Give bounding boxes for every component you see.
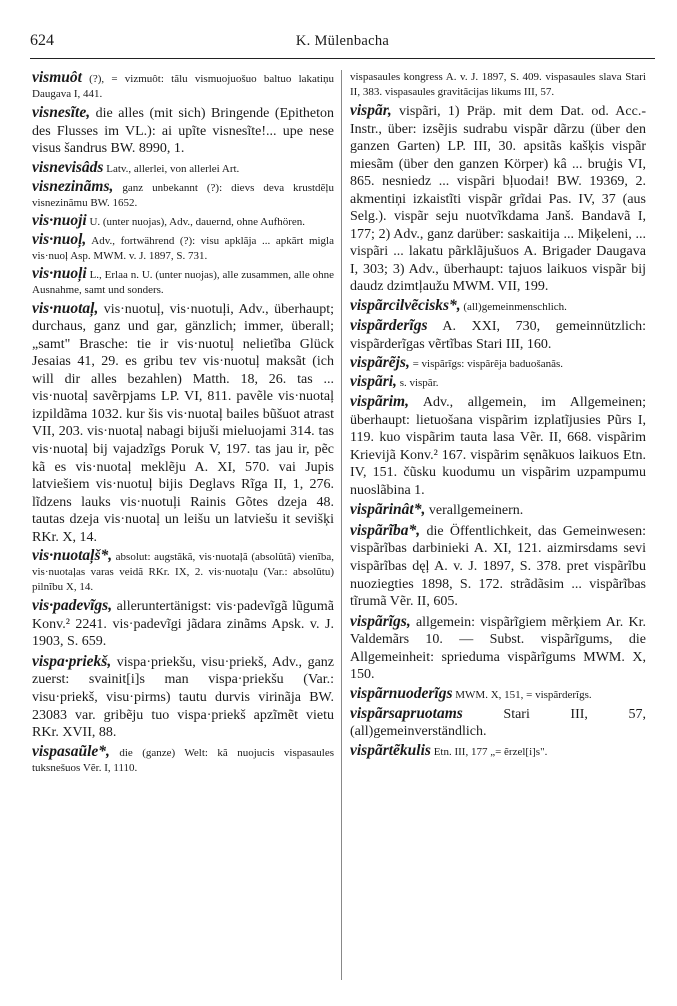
dictionary-entry <box>32 548 334 595</box>
entry-text: U. (unter nuojas), Adv., dauernd, ohne Aufhören. <box>86 215 306 228</box>
dictionary-entry <box>32 213 334 230</box>
entry-headword: vispãrnuoderĩgs <box>350 684 453 702</box>
dictionary-entry <box>350 501 646 520</box>
dictionary-entry <box>32 160 334 177</box>
entry-text: alleruntertänigst: vis·padevĩgã lũgumã Konv.² 2241. vis·padevĩgi jãdara zinãms Apsk. v. J. 1903, S. 659. <box>32 599 334 650</box>
dictionary-entry <box>32 232 334 264</box>
dictionary-entry <box>350 522 646 611</box>
entry-headword: vispãr, <box>350 102 392 119</box>
entry-text: die (ganze) Welt: kã nuojucis vispasaules tuksnešuos Vẽr. I, 1110. <box>32 746 334 774</box>
entry-text: Stari III, 57, (all)gemeinverständlich. <box>350 706 646 740</box>
dictionary-entry <box>350 393 646 499</box>
dictionary-entry <box>32 597 334 651</box>
entry-headword: vispãrẽjs, <box>350 354 410 372</box>
entry-headword: vispãrim, <box>350 393 409 411</box>
left-column <box>32 70 334 776</box>
dictionary-entry <box>32 266 334 298</box>
entry-text: MWM. X, 151, = vispãrderĩgs. <box>452 688 592 701</box>
entry-text: allgemein: vispãrĩgiem mẽrķiem Ar. Kr. Valdemãrs 10. — Subst. vispãrĩgums, die Allgemeinheit: sprieduma vispãrĩgums MWM. X, 150. <box>350 614 646 683</box>
dictionary-entry <box>350 374 646 391</box>
entry-text: vispa·priekšu, visu·priekš, Adv., ganz zuerst: svainit[i]s man vispa·priekšu (Var.: visu·priekš, visu·pirms) tautu durvis virinãja BW. 23083 var. gribẽju tuo vispa·priekš apzĩmẽt vietu RKr. XVII, 88. <box>32 654 334 741</box>
dictionary-entry <box>350 102 646 296</box>
dictionary-entry <box>350 355 646 372</box>
entry-text: die Öffentlichkeit, das Gemeinwesen: vispãrĩbas darbinieki A. XI, 121. aizmirsdams sevi vispãrĩbas dęļ A. v. J. 1897, S. 378. pret vispãrĩbu nuoziegties 1898, S. 172. strãdãsim ... vispãrĩbas tĩrumã Vẽr. II, 605. <box>350 523 646 610</box>
entry-text: absolut: augstãkã, vis·nuotaļã (absolũtã) vienĩba, vis·nuotaļas varas veidã RKr. IX, 2. vis·nuotaļu (Var.: absolũtu) pilnĩbu X, 14. <box>32 551 334 594</box>
entry-text: Adv., fortwährend (?): visu apklãja ... apkãrt migla vis·nuoļ Asp. MWM. v. J. 1897, S. 731. <box>32 234 334 262</box>
dictionary-entry <box>350 70 646 100</box>
entry-headword: vispãrĩgs, <box>350 612 411 630</box>
entry-headword: vis·nuoļ, <box>32 230 87 248</box>
dictionary-entry <box>32 70 334 102</box>
entry-headword: visnesĩte, <box>32 104 91 121</box>
entry-headword: vismuôt <box>32 69 82 86</box>
entry-headword: visnevisâds <box>32 158 104 176</box>
running-head: K. Mülenbacha <box>295 33 390 49</box>
entry-text: = vispãrĩgs: vispãrẽja baduošanãs. <box>409 358 563 371</box>
entry-text: verallgemeinern. <box>425 503 524 519</box>
entry-text: s. vispãr. <box>396 377 439 390</box>
entry-headword: vispãrinât*, <box>350 501 426 519</box>
entry-text: vispasaules kongress A. v. J. 1897, S. 409. vispasaules slava Stari II, 383. vispasaules gravitãcijas likums III, 57. <box>350 71 646 98</box>
entry-headword: vispa·priekš, <box>32 652 112 670</box>
entry-text: Etn. III, 177 „= ẽrzel[i]s". <box>430 745 548 758</box>
entry-text: die alles (mit sich) Bringende (Epitheton des Flusses im VL.): ai upĩte visnesĩte!... upe nese visus šandrus BW. 8990, 1. <box>32 106 334 157</box>
dictionary-entry <box>350 613 646 684</box>
entry-headword: vispãrĩba*, <box>350 521 421 539</box>
page-number: 624 <box>30 32 54 49</box>
dictionary-entry <box>32 653 334 742</box>
entry-text: (all)gemeinmenschlich. <box>460 301 567 314</box>
entry-headword: vis·padevĩgs, <box>32 597 113 615</box>
entry-headword: visnezinãms, <box>32 177 114 195</box>
dictionary-entry <box>32 744 334 776</box>
entry-text: Adv., allgemein, im Allgemeinen; überhaupt: lietuošana vispãrim izplatĩjusies Pũrs I, 119. kuo vispãrim tauta lasa Vẽr. II, 668. vispãrim Krievijã Konv.² 167. vispãrim sęnãkuos laikuos Etn. IV, 151. čũsku kuodumu un vispãrim uzpampumu nuoslãbina 1. <box>350 395 646 498</box>
dictionary-entry <box>350 743 646 760</box>
entry-headword: vis·nuoļi <box>32 264 87 282</box>
entry-headword: vispãrtẽkulis <box>350 741 431 759</box>
entry-text: vis·nuotuļ, vis·nuotuļi, Adv., überhaupt; durchaus, ganz und gar, gänzlich; immer, überall; „samt" Brasche: tie ir vis·nuotuļ nelietĩba Glück Jesaias 41, 29. es gribu tev vis·nuotuļ maksãt (ich will dir alles bezahlen) Matth. 18, 26. tas ... vis·nuotaļ savẽrpjams LP. VI, 811. pavẽle vis·nuotaļ izpildãma 1032. kur šis vis·nuotaļ bailes bũšuot atrast VII, 203. vis·nuotaļ nabagi bijuši mieluojami 314. tas vis·nuotaļ bij vajadzĩgs Poruk V, 197. tas jau ir, pẽc kã es vis·nuotaļ meklẽju A. XI, 570. vai Jupis latviešiem vis·nuotuļ bijis Deglavs Rĩga II, 1, 276. lĩdzens lauks vis·nuotuļi Rainis Gõtes dzeja 48. tautas dzeja vis·nuotaļ un leišu un latviešu it sevišķi RKr. X, 14. <box>32 301 334 545</box>
entry-text: (?), = vizmuôt: tãlu vismuojuošuo baltuo lakatiņu Daugava I, 441. <box>32 73 334 100</box>
dictionary-entry <box>32 104 334 158</box>
entry-headword: vis·nuoji <box>32 211 87 229</box>
entry-text: vispãri, 1) Präp. mit dem Dat. od. Acc.-Instr., über: izsẽjis sudrabu vispãr dãrzu (über den ganzen Garten) LP. III, 30. apsitãs kašķis vispãr miesãm (über den ganzen Körper) kâ ... bruģis VI, 865. nesniedz ... vispãri bļuodai! BW. 19369, 2. akmentiņi izkaistĩti vispãr grĩdai Pas. IV, 37 (aus Selg.). vispãr seju nuotvĩkdama Janš. Bandavã I, 177; 2) Adv., ganz darüber: saskaitija ... Miķeleni, ... vispãri ... lakatu pãrklãjušuos A. Brigader Daugava I, 303; 3) Adv., überhaupt: tajuos laikuos vispãr bij daudz dzimtļaužu MWM. VII, 199. <box>350 104 646 295</box>
entry-headword: vispãrcilvẽcisks*, <box>350 297 461 315</box>
entry-text: L., Erlaa n. U. (unter nuojas), alle zusammen, alle ohne Ausnahme, samt und sonders. <box>32 268 334 296</box>
dictionary-entry <box>350 298 646 315</box>
dictionary-entry <box>32 300 334 547</box>
entry-text: ganz unbekannt (?): dievs deva krustdẽļu visnezinãmu BW. 1652. <box>32 181 334 209</box>
entry-headword: vispãrderĩgs <box>350 317 428 335</box>
entry-headword: vis·nuotaļš*, <box>32 547 113 565</box>
entry-headword: vispãri, <box>350 373 397 391</box>
entry-text: Latv., allerlei, von allerlei Art. <box>103 162 240 175</box>
dictionary-entry <box>32 179 334 211</box>
entry-headword: vis·nuotaļ, <box>32 299 99 317</box>
entry-text: A. XXI, 730, gemeinnützlich: vispãrderĩgas vẽrtĩbas Stari III, 160. <box>350 319 646 352</box>
entry-headword: vispasaũle*, <box>32 742 110 760</box>
dictionary-entry <box>350 705 646 741</box>
column-divider <box>341 70 342 980</box>
right-column <box>350 70 646 760</box>
entry-headword: vispãrsapruotams <box>350 704 463 722</box>
page-header <box>30 32 655 59</box>
dictionary-entry <box>350 686 646 703</box>
dictionary-entry <box>350 317 646 353</box>
